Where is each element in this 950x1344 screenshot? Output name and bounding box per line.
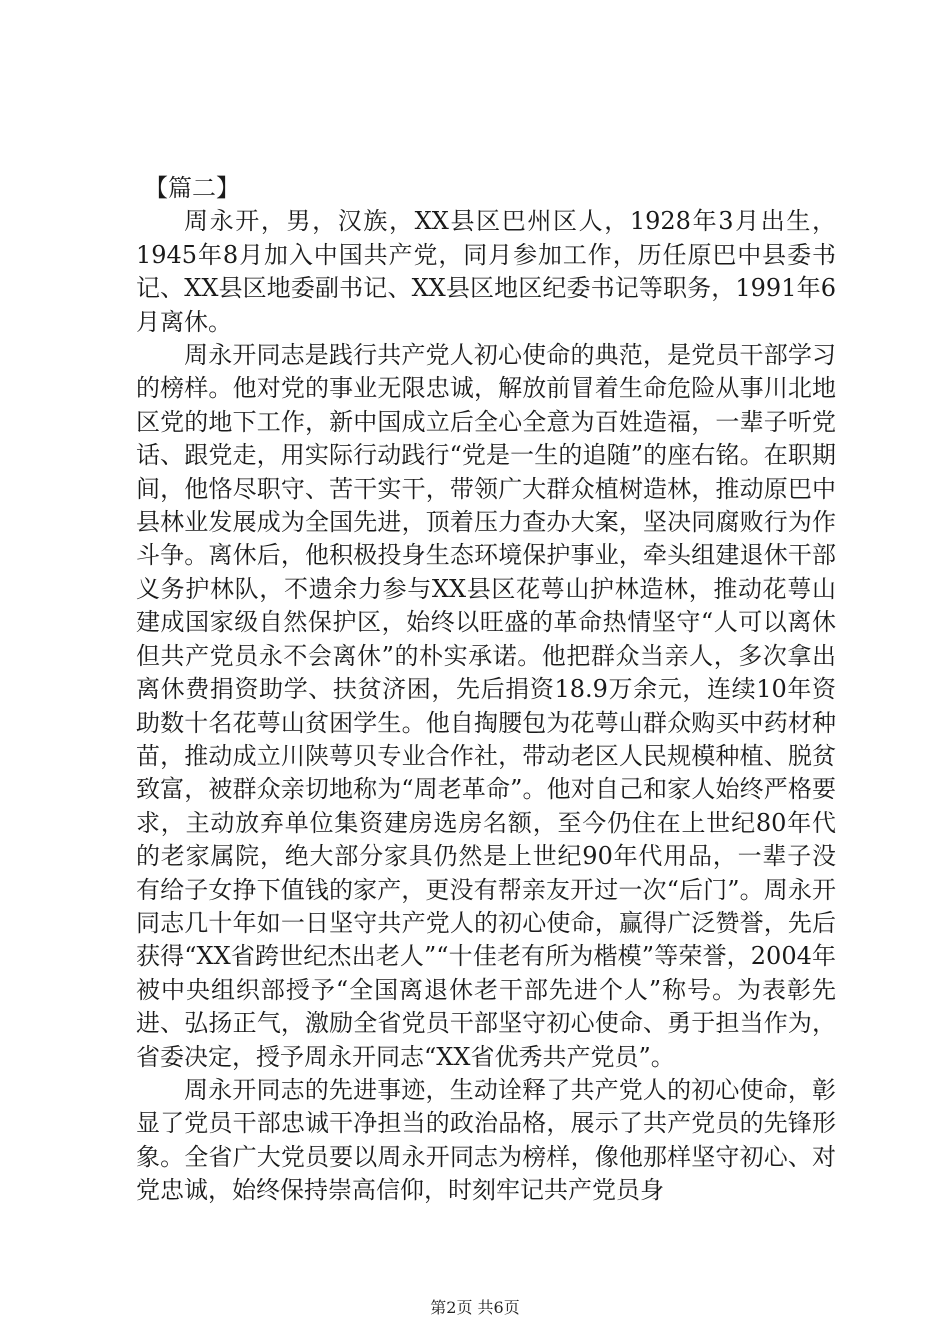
document-body (136, 172, 836, 1208)
paragraph: 周永开，男，汉族，XX县区巴州区人，1928年3月出生，1945年8月加入中国共产党，同月参加工作，历任原巴中县委书记、XX县区地委副书记、XX县区地区纪委书记等职务，1991年6月离休。 (136, 207, 836, 336)
section-title: 【篇二】 (144, 174, 240, 202)
paragraph: 周永开同志的先进事迹，生动诠释了共产党人的初心使命，彰显了党员干部忠诚干净担当的政治品格，展示了共产党员的先锋形象。全省广大党员要以周永开同志为榜样，像他那样坚守初心、对党忠诚，始终保持崇高信仰，时刻牢记共产党员身 (136, 1075, 836, 1205)
paragraph: 周永开同志是践行共产党人初心使命的典范，是党员干部学习的榜样。他对党的事业无限忠诚，解放前冒着生命危险从事川北地区党的地下工作，新中国成立后全心全意为百姓造福，一辈子听党话、跟党走，用实际行动践行“党是一生的追随”的座右铭。在职期间，他恪尽职守、苦干实干，带领广大群众植树造林，推动原巴中县林业发展成为全国先进，顶着压力查办大案，坚决同腐败行为作斗争。离休后，他积极投身生态环境保护事业，牵头组建退休干部义务护林队，不遗余力参与XX县区花萼山护林造林，推动花萼山建成国家级自然保护区，始终以旺盛的革命热情坚守“人可以离休但共产党员永不会离休”的朴实承诺。他把群众当亲人，多次拿出离休费捐资助学、扶贫济困，先后捐资18.9万余元，连续10年资助数十名花萼山贫困学生。他自掏腰包为花萼山群众购买中药材种苗，推动成立川陕萼贝专业合作社，带动老区人民规模种植、脱贫致富，被群众亲切地称为“周老革命”。他对自己和家人始终严格要求，主动放弃单位集资建房选房名额，至今仍住在上世纪80年代的老家属院，绝大部分家具仍然是上世纪90年代用品，一辈子没有给子女挣下值钱的家产，更没有帮亲友开过一次“后门”。周永开同志几十年如一日坚守共产党人的初心使命，赢得广泛赞誉，先后获得“XX省跨世纪杰出老人”“十佳老有所为楷模”等荣誉，2004年被中央组织部授予“全国离退休老干部先进个人”称号。为表彰先进、弘扬正气，激励全省党员干部坚守初心使命、勇于担当作为，省委决定，授予周永开同志“XX省优秀共产党员”。 (136, 341, 836, 1071)
page-number-footer: 第2页 共6页 (430, 1298, 520, 1317)
